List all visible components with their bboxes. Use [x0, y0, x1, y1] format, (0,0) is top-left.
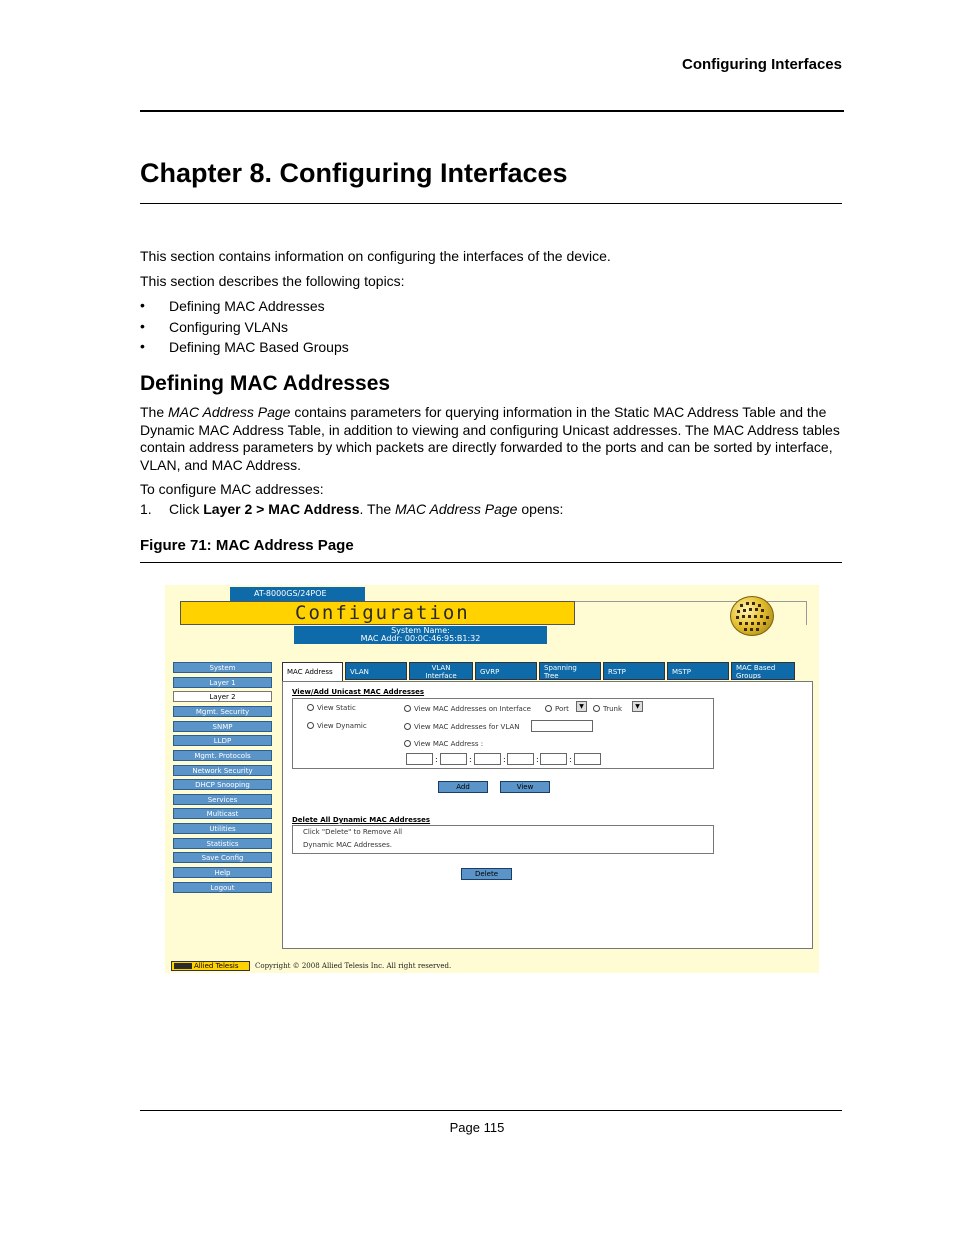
nav-dhcp-snooping[interactable]: DHCP Snooping [173, 779, 272, 790]
nav-logout[interactable]: Logout [173, 882, 272, 893]
nav-network-security[interactable]: Network Security [173, 765, 272, 776]
section-paragraph: The MAC Address Page contains parameters for querying information in the Static MAC Address Table and the Dynamic MAC Address Table, in addition to viewing and configuring Unicast addresses. The MAC Address tables contain address parameters by which packets are directly forwarded to the ports and can be sorted by interface, VLAN, and MAC Address. [140, 404, 840, 473]
view-for-vlan-radio[interactable]: View MAC Addresses for VLAN [404, 723, 519, 731]
nav-help[interactable]: Help [173, 867, 272, 878]
trunk-radio[interactable]: Trunk [593, 705, 622, 713]
configuration-title: Configuration [295, 602, 470, 624]
tab-vlan-interface[interactable]: VLAN Interface [409, 662, 473, 680]
mac-octet-input[interactable] [574, 753, 601, 765]
nav-save-config[interactable]: Save Config [173, 852, 272, 863]
delete-button[interactable]: Delete [461, 868, 512, 880]
port-radio[interactable]: Port [545, 705, 569, 713]
step-1: 1. Click Layer 2 > MAC Address. The MAC Address Page opens: [140, 501, 564, 517]
nav-utilities[interactable]: Utilities [173, 823, 272, 834]
tab-spanning-tree[interactable]: Spanning Tree [539, 662, 601, 680]
figure-caption: Figure 71: MAC Address Page [140, 537, 354, 554]
view-static-radio[interactable]: View Static [307, 704, 356, 712]
footer-rule [140, 1110, 842, 1111]
view-dynamic-radio[interactable]: View Dynamic [307, 722, 367, 730]
mac-octet-input[interactable] [507, 753, 534, 765]
delete-instruction-2: Dynamic MAC Addresses. [303, 841, 392, 849]
delete-instruction-1: Click "Delete" to Remove All [303, 828, 403, 836]
to-configure-text: To configure MAC addresses: [140, 481, 324, 497]
bullet-icon: • [140, 297, 145, 313]
mac-octet-input[interactable] [406, 753, 433, 765]
intro-paragraph-1: This section contains information on configuring the interfaces of the device. [140, 248, 611, 264]
nav-layer-2[interactable]: Layer 2 [173, 691, 272, 702]
allied-telesis-logo: Allied Telesis [171, 961, 250, 971]
view-mac-address-radio[interactable]: View MAC Address : [404, 740, 483, 748]
view-button[interactable]: View [500, 781, 550, 793]
nav-services[interactable]: Services [173, 794, 272, 805]
nav-lldp[interactable]: LLDP [173, 735, 272, 746]
system-info-box: System Name: MAC Addr: 00:0C:46:95:B1:32 [294, 626, 547, 644]
view-on-interface-radio[interactable]: View MAC Addresses on Interface [404, 705, 531, 713]
nav-system[interactable]: System [173, 662, 272, 673]
bullet-icon: • [140, 318, 145, 334]
chapter-rule [140, 203, 842, 204]
port-dropdown-icon[interactable]: ▼ [576, 701, 587, 712]
tab-mac-based-groups[interactable]: MAC Based Groups [731, 662, 795, 680]
page-number: Page 115 [449, 1120, 505, 1135]
tab-mac-address[interactable]: MAC Address [282, 662, 343, 681]
mac-octet-input[interactable] [474, 753, 501, 765]
nav-mgmt-protocols[interactable]: Mgmt. Protocols [173, 750, 272, 761]
nav-mgmt-security[interactable]: Mgmt. Security [173, 706, 272, 717]
mac-octet-input[interactable] [540, 753, 567, 765]
nav-layer-1[interactable]: Layer 1 [173, 677, 272, 688]
nav-multicast[interactable]: Multicast [173, 808, 272, 819]
section-heading: Defining MAC Addresses [140, 372, 391, 395]
tab-mstp[interactable]: MSTP [667, 662, 729, 680]
figure-rule [140, 562, 842, 563]
chapter-title: Chapter 8. Configuring Interfaces [140, 158, 568, 188]
running-header: Configuring Interfaces [681, 56, 842, 73]
globe-grid-icon [730, 596, 774, 636]
nav-statistics[interactable]: Statistics [173, 838, 272, 849]
nav-snmp[interactable]: SNMP [173, 721, 272, 732]
delete-section-label: Delete All Dynamic MAC Addresses [292, 816, 431, 824]
vlan-input[interactable] [531, 720, 593, 732]
allied-telesis-mark-icon [174, 963, 192, 969]
tab-rstp[interactable]: RSTP [603, 662, 665, 680]
view-add-section-label: View/Add Unicast MAC Addresses [292, 688, 425, 696]
tab-vlan[interactable]: VLAN [345, 662, 407, 680]
tab-gvrp[interactable]: GVRP [475, 662, 537, 680]
add-button[interactable]: Add [438, 781, 488, 793]
bullet-icon: • [140, 338, 145, 354]
mac-octet-input[interactable] [440, 753, 467, 765]
header-rule [140, 110, 844, 112]
model-label: AT-8000GS/24POE [230, 587, 365, 601]
intro-paragraph-2: This section describes the following topics: [140, 273, 405, 289]
mac-address-page-screenshot: AT-8000GS/24POE Configuration System Name: MAC Addr: 00:0C:46:95:B1:32 System Layer 1 Layer 2 Mgmt. Security SNMP LLDP Mgmt. Protocols Network Security DHCP Snooping Services Multicast Utilities Statistics Save Config Help Logout MAC Address VLAN VLAN Interface GVRP Spanning Tree RSTP MSTP MAC Based Groups View/Add Unicast MAC Addresses View Static View Dynamic View MAC Addresses on Interface Port ▼ Trunk ▼ View MAC Addresses for VLAN View MAC Address : : : : : : Add View Delete All Dynamic MAC Addresses Click "Delete" to Remove All Dynamic MAC Addresses. Delete Allied Telesis Copyright © 2008 Allied Telesis Inc. All right reserved. [165, 585, 819, 973]
copyright-text: Copyright © 2008 Allied Telesis Inc. All right reserved. [255, 962, 452, 970]
trunk-dropdown-icon[interactable]: ▼ [632, 701, 643, 712]
